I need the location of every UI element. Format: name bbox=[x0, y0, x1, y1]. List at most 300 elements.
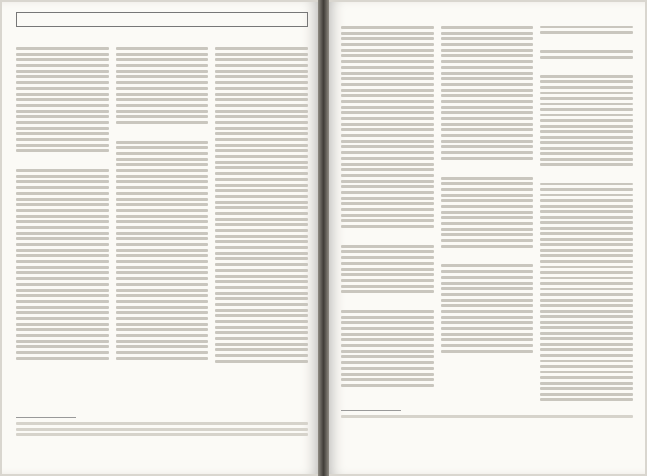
index-entry bbox=[215, 218, 308, 221]
index-entry bbox=[341, 37, 434, 40]
index-entry bbox=[16, 121, 109, 124]
index-entry bbox=[341, 333, 434, 336]
letter-heading bbox=[16, 158, 109, 166]
index-entry bbox=[341, 384, 434, 387]
index-entry bbox=[215, 161, 308, 164]
index-entry bbox=[215, 275, 308, 278]
index-entry bbox=[215, 127, 308, 130]
letter-heading bbox=[215, 36, 308, 44]
index-entry bbox=[540, 114, 633, 117]
left-page bbox=[2, 2, 318, 474]
index-entry bbox=[16, 323, 109, 326]
index-entry bbox=[215, 246, 308, 249]
index-entry bbox=[116, 192, 209, 195]
index-entry bbox=[540, 299, 633, 302]
index-entry bbox=[441, 106, 534, 109]
index-entry bbox=[540, 321, 633, 324]
index-entry bbox=[341, 262, 434, 265]
footnote bbox=[16, 433, 308, 436]
index-entry bbox=[16, 328, 109, 331]
index-entry bbox=[16, 232, 109, 235]
index-entry bbox=[215, 132, 308, 135]
index-entry bbox=[215, 348, 308, 351]
index-column bbox=[441, 12, 534, 404]
index-entry bbox=[540, 354, 633, 357]
index-entry bbox=[341, 378, 434, 381]
index-entry bbox=[540, 293, 633, 296]
index-entry bbox=[215, 172, 308, 175]
index-entry bbox=[16, 64, 109, 67]
index-entry bbox=[16, 169, 109, 172]
index-entry bbox=[116, 294, 209, 297]
index-entry bbox=[215, 98, 308, 101]
index-entry bbox=[441, 276, 534, 279]
index-entry bbox=[215, 110, 308, 113]
index-entry bbox=[116, 152, 209, 155]
index-entry bbox=[16, 98, 109, 101]
index-columns bbox=[16, 33, 308, 411]
index-entry bbox=[116, 146, 209, 149]
index-entry bbox=[116, 220, 209, 223]
index-entry bbox=[341, 185, 434, 188]
index-entry bbox=[540, 108, 633, 111]
index-entry bbox=[540, 398, 633, 401]
index-column bbox=[116, 33, 209, 411]
index-entry bbox=[441, 123, 534, 126]
footnotes bbox=[341, 410, 633, 418]
letter-heading bbox=[341, 299, 434, 307]
index-entry bbox=[341, 310, 434, 313]
footnote bbox=[16, 422, 308, 425]
index-entry bbox=[215, 292, 308, 295]
index-entry bbox=[16, 186, 109, 189]
index-entry bbox=[441, 321, 534, 324]
index-entry bbox=[16, 47, 109, 50]
index-entry bbox=[441, 350, 534, 353]
index-entry bbox=[540, 147, 633, 150]
index-entry bbox=[341, 163, 434, 166]
index-entry bbox=[540, 371, 633, 374]
index-entry bbox=[341, 72, 434, 75]
index-entry bbox=[116, 198, 209, 201]
index-entry bbox=[441, 37, 534, 40]
index-entry bbox=[16, 215, 109, 218]
index-entry bbox=[341, 83, 434, 86]
index-column bbox=[341, 12, 434, 404]
index-entry bbox=[116, 75, 209, 78]
index-entry bbox=[441, 134, 534, 137]
letter-heading bbox=[341, 234, 434, 242]
index-entry bbox=[215, 337, 308, 340]
index-entry bbox=[341, 344, 434, 347]
index-entry bbox=[116, 277, 209, 280]
index-entry bbox=[540, 310, 633, 313]
index-entry bbox=[341, 273, 434, 276]
index-entry bbox=[215, 257, 308, 260]
index-columns bbox=[341, 12, 633, 404]
index-entry bbox=[441, 111, 534, 114]
index-entry bbox=[441, 89, 534, 92]
index-entry bbox=[441, 233, 534, 236]
index-entry bbox=[540, 80, 633, 83]
index-entry bbox=[341, 361, 434, 364]
index-entry bbox=[540, 136, 633, 139]
index-entry bbox=[341, 151, 434, 154]
index-entry bbox=[215, 93, 308, 96]
index-entry bbox=[540, 393, 633, 396]
index-entry bbox=[341, 219, 434, 222]
letter-heading bbox=[540, 172, 633, 180]
index-entry bbox=[16, 192, 109, 195]
index-entry bbox=[215, 115, 308, 118]
index-entry bbox=[116, 226, 209, 229]
index-entry bbox=[16, 351, 109, 354]
index-entry bbox=[441, 194, 534, 197]
index-entry bbox=[215, 178, 308, 181]
index-entry bbox=[215, 235, 308, 238]
index-entry bbox=[215, 360, 308, 363]
index-entry bbox=[341, 26, 434, 29]
index-entry bbox=[441, 177, 534, 180]
index-entry bbox=[540, 332, 633, 335]
index-entry bbox=[16, 53, 109, 56]
index-entry bbox=[540, 326, 633, 329]
index-entry bbox=[215, 343, 308, 346]
index-entry bbox=[341, 202, 434, 205]
index-entry bbox=[215, 144, 308, 147]
index-entry bbox=[540, 210, 633, 213]
index-entry bbox=[116, 104, 209, 107]
index-entry bbox=[16, 93, 109, 96]
index-entry bbox=[341, 145, 434, 148]
index-entry bbox=[116, 317, 209, 320]
index-entry bbox=[540, 365, 633, 368]
index-entry bbox=[540, 103, 633, 106]
index-entry bbox=[341, 49, 434, 52]
index-entry bbox=[540, 249, 633, 252]
index-entry bbox=[116, 340, 209, 343]
index-entry bbox=[16, 149, 109, 152]
index-entry bbox=[16, 306, 109, 309]
index-entry bbox=[540, 227, 633, 230]
index-entry bbox=[441, 43, 534, 46]
index-entry bbox=[441, 264, 534, 267]
index-entry bbox=[215, 303, 308, 306]
index-entry bbox=[16, 300, 109, 303]
index-entry bbox=[16, 357, 109, 360]
index-entry bbox=[215, 138, 308, 141]
index-entry bbox=[341, 250, 434, 253]
index-entry bbox=[215, 70, 308, 73]
index-entry bbox=[215, 58, 308, 61]
index-entry bbox=[341, 180, 434, 183]
footnote bbox=[341, 415, 633, 418]
index-entry bbox=[16, 220, 109, 223]
index-entry bbox=[16, 87, 109, 90]
index-entry bbox=[16, 249, 109, 252]
letter-heading bbox=[116, 130, 209, 138]
index-entry bbox=[441, 54, 534, 57]
index-entry bbox=[116, 351, 209, 354]
index-entry bbox=[116, 283, 209, 286]
index-entry bbox=[16, 294, 109, 297]
index-entry bbox=[215, 75, 308, 78]
index-entry bbox=[341, 117, 434, 120]
index-entry bbox=[16, 311, 109, 314]
footnote-rule bbox=[16, 417, 76, 418]
footnote bbox=[16, 428, 308, 431]
index-entry bbox=[341, 174, 434, 177]
index-entry bbox=[16, 110, 109, 113]
index-entry bbox=[215, 149, 308, 152]
index-entry bbox=[215, 252, 308, 255]
index-entry bbox=[116, 87, 209, 90]
index-entry bbox=[540, 119, 633, 122]
index-entry bbox=[540, 199, 633, 202]
index-entry bbox=[341, 100, 434, 103]
index-entry bbox=[341, 43, 434, 46]
index-entry bbox=[341, 321, 434, 324]
index-entry bbox=[215, 229, 308, 232]
index-entry bbox=[16, 81, 109, 84]
index-entry bbox=[215, 184, 308, 187]
index-entry bbox=[540, 130, 633, 133]
index-entry bbox=[215, 87, 308, 90]
index-entry bbox=[540, 216, 633, 219]
index-column bbox=[215, 33, 308, 411]
index-entry bbox=[215, 314, 308, 317]
index-entry bbox=[215, 331, 308, 334]
index-entry bbox=[341, 111, 434, 114]
index-entry bbox=[341, 134, 434, 137]
index-entry bbox=[16, 144, 109, 147]
index-entry bbox=[116, 203, 209, 206]
index-entry bbox=[441, 222, 534, 225]
index-entry bbox=[341, 214, 434, 217]
index-entry bbox=[116, 180, 209, 183]
book-gutter bbox=[318, 0, 329, 476]
index-entry bbox=[441, 32, 534, 35]
index-entry bbox=[341, 290, 434, 293]
index-entry bbox=[16, 180, 109, 183]
index-entry bbox=[16, 127, 109, 130]
index-entry bbox=[116, 249, 209, 252]
index-entry bbox=[540, 238, 633, 241]
index-entry bbox=[441, 60, 534, 63]
index-entry bbox=[441, 287, 534, 290]
index-entry bbox=[540, 86, 633, 89]
index-entry bbox=[441, 188, 534, 191]
index-entry bbox=[16, 132, 109, 135]
index-entry bbox=[441, 157, 534, 160]
index-entry bbox=[16, 175, 109, 178]
index-entry bbox=[540, 266, 633, 269]
index-entry bbox=[16, 340, 109, 343]
index-entry bbox=[16, 75, 109, 78]
index-entry bbox=[16, 138, 109, 141]
index-entry bbox=[116, 169, 209, 172]
index-entry bbox=[215, 269, 308, 272]
index-entry bbox=[116, 115, 209, 118]
index-entry bbox=[540, 315, 633, 318]
index-entry bbox=[116, 158, 209, 161]
index-entry bbox=[540, 188, 633, 191]
index-entry bbox=[215, 297, 308, 300]
index-entry bbox=[441, 94, 534, 97]
index-entry bbox=[540, 304, 633, 307]
index-entry bbox=[341, 367, 434, 370]
index-entry bbox=[116, 328, 209, 331]
index-entry bbox=[441, 239, 534, 242]
index-entry bbox=[116, 110, 209, 113]
index-entry bbox=[441, 211, 534, 214]
index-entry bbox=[16, 70, 109, 73]
index-entry bbox=[540, 152, 633, 155]
letter-heading bbox=[341, 15, 434, 23]
index-entry bbox=[116, 58, 209, 61]
index-entry bbox=[441, 182, 534, 185]
index-entry bbox=[540, 31, 633, 34]
index-entry bbox=[341, 106, 434, 109]
right-page bbox=[329, 2, 645, 474]
index-entry bbox=[116, 53, 209, 56]
index-entry bbox=[441, 199, 534, 202]
index-entry bbox=[540, 232, 633, 235]
index-entry bbox=[441, 128, 534, 131]
index-entry bbox=[215, 81, 308, 84]
index-entry bbox=[116, 334, 209, 337]
footnote-rule bbox=[341, 410, 401, 411]
index-entry bbox=[540, 75, 633, 78]
index-entry bbox=[341, 268, 434, 271]
index-entry bbox=[540, 50, 633, 53]
index-entry bbox=[116, 311, 209, 314]
index-entry bbox=[540, 92, 633, 95]
index-entry bbox=[341, 94, 434, 97]
index-entry bbox=[341, 256, 434, 259]
index-entry bbox=[116, 93, 209, 96]
index-entry bbox=[215, 201, 308, 204]
index-entry bbox=[215, 195, 308, 198]
index-entry bbox=[540, 382, 633, 385]
index-entry bbox=[341, 60, 434, 63]
index-entry bbox=[540, 158, 633, 161]
index-entry bbox=[16, 198, 109, 201]
index-entry bbox=[341, 123, 434, 126]
index-entry bbox=[116, 357, 209, 360]
index-entry bbox=[341, 316, 434, 319]
index-entry bbox=[215, 223, 308, 226]
index-entry bbox=[215, 263, 308, 266]
index-entry bbox=[441, 72, 534, 75]
index-entry bbox=[540, 387, 633, 390]
letter-heading bbox=[540, 15, 633, 23]
index-entry bbox=[341, 279, 434, 282]
index-entry bbox=[540, 141, 633, 144]
index-entry bbox=[341, 77, 434, 80]
index-entry bbox=[116, 237, 209, 240]
index-entry bbox=[540, 282, 633, 285]
index-entry bbox=[441, 333, 534, 336]
index-entry bbox=[540, 376, 633, 379]
index-entry bbox=[16, 317, 109, 320]
index-entry bbox=[540, 26, 633, 29]
letter-heading bbox=[441, 253, 534, 261]
section-title bbox=[16, 12, 308, 27]
index-entry bbox=[441, 344, 534, 347]
index-entry bbox=[441, 245, 534, 248]
index-entry bbox=[16, 271, 109, 274]
index-entry bbox=[215, 326, 308, 329]
letter-heading bbox=[540, 64, 633, 72]
index-entry bbox=[16, 203, 109, 206]
index-entry bbox=[116, 254, 209, 257]
index-entry bbox=[441, 293, 534, 296]
index-entry bbox=[540, 343, 633, 346]
index-entry bbox=[341, 350, 434, 353]
index-entry bbox=[341, 327, 434, 330]
index-entry bbox=[441, 327, 534, 330]
index-entry bbox=[16, 243, 109, 246]
index-entry bbox=[441, 304, 534, 307]
index-entry bbox=[116, 141, 209, 144]
index-entry bbox=[441, 228, 534, 231]
index-entry bbox=[116, 98, 209, 101]
index-entry bbox=[116, 163, 209, 166]
index-entry bbox=[441, 205, 534, 208]
index-entry bbox=[16, 226, 109, 229]
index-entry bbox=[341, 245, 434, 248]
index-entry bbox=[441, 310, 534, 313]
index-entry bbox=[341, 285, 434, 288]
index-entry bbox=[540, 194, 633, 197]
index-entry bbox=[341, 208, 434, 211]
index-column bbox=[16, 33, 109, 411]
index-entry bbox=[341, 32, 434, 35]
index-entry bbox=[116, 47, 209, 50]
index-entry bbox=[341, 197, 434, 200]
index-entry bbox=[116, 345, 209, 348]
index-entry bbox=[441, 117, 534, 120]
index-entry bbox=[341, 157, 434, 160]
index-entry bbox=[540, 183, 633, 186]
index-entry bbox=[540, 205, 633, 208]
index-entry bbox=[116, 121, 209, 124]
index-entry bbox=[441, 145, 534, 148]
index-entry bbox=[116, 215, 209, 218]
index-entry bbox=[441, 299, 534, 302]
index-entry bbox=[116, 289, 209, 292]
index-entry bbox=[116, 232, 209, 235]
index-entry bbox=[215, 189, 308, 192]
index-entry bbox=[341, 54, 434, 57]
index-entry bbox=[540, 56, 633, 59]
index-entry bbox=[341, 168, 434, 171]
index-entry bbox=[540, 288, 633, 291]
index-entry bbox=[441, 140, 534, 143]
index-entry bbox=[441, 216, 534, 219]
index-entry bbox=[341, 373, 434, 376]
index-entry bbox=[16, 334, 109, 337]
letter-heading bbox=[116, 36, 209, 44]
index-entry bbox=[540, 348, 633, 351]
index-entry bbox=[215, 166, 308, 169]
index-entry bbox=[215, 206, 308, 209]
index-entry bbox=[441, 83, 534, 86]
index-entry bbox=[116, 300, 209, 303]
index-entry bbox=[540, 337, 633, 340]
index-entry bbox=[116, 323, 209, 326]
